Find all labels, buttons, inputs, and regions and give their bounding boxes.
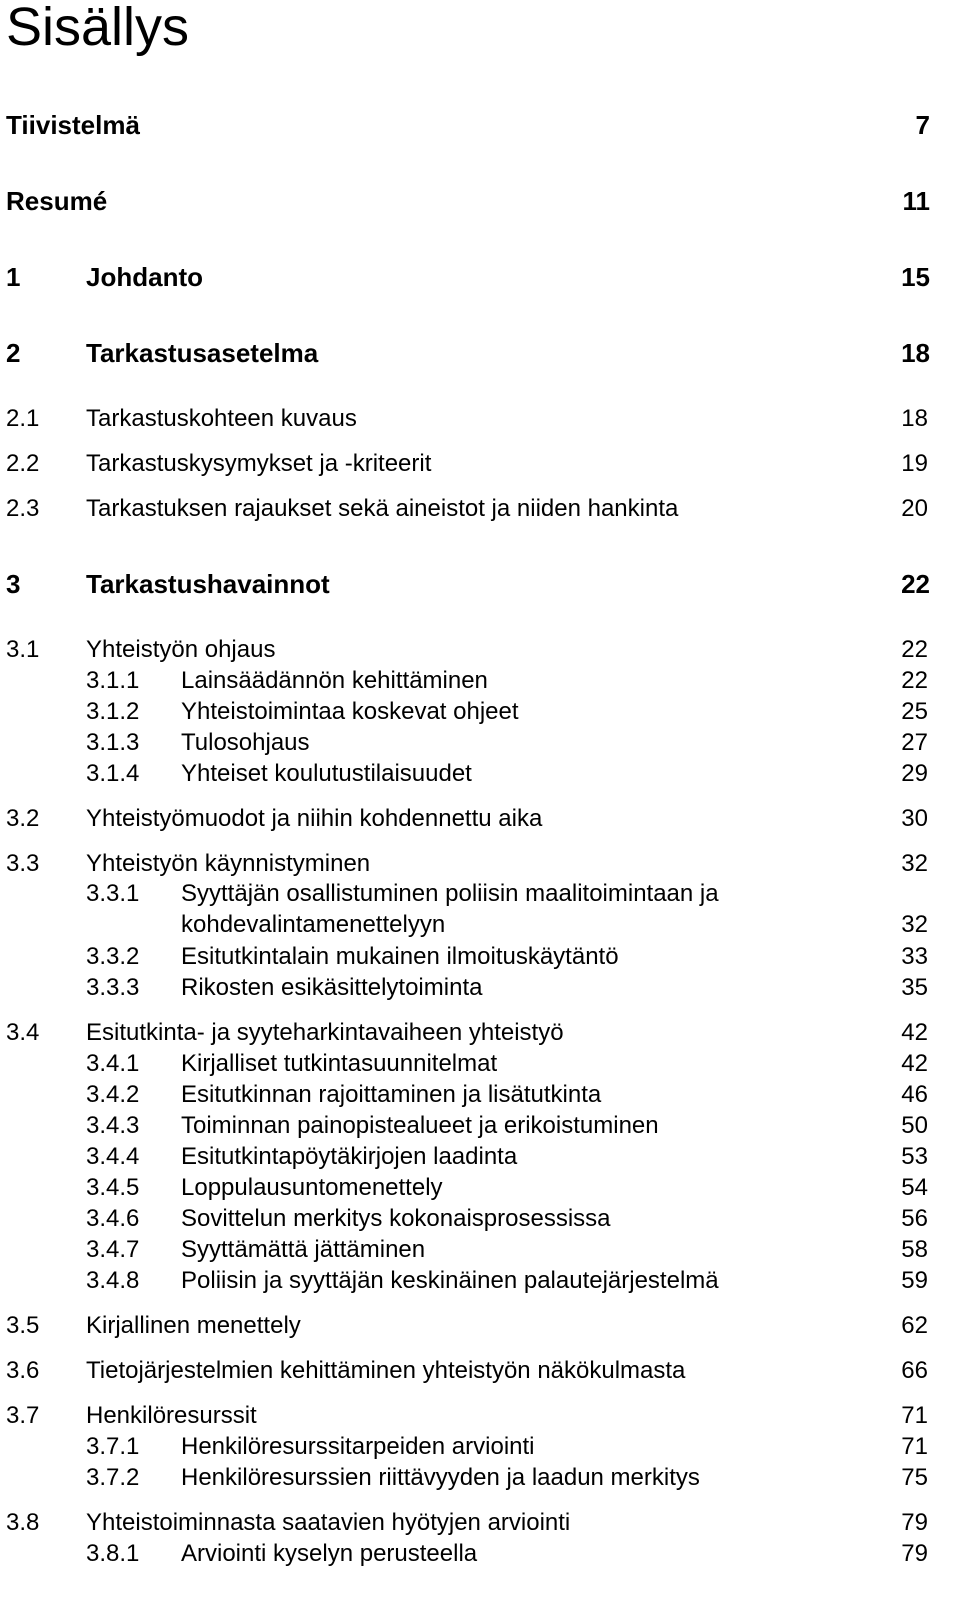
toc-entry-title-line: Esitutkintalain mukainen ilmoituskäytäntö (181, 943, 619, 970)
toc-entry-title (181, 1109, 659, 1143)
toc-entry-title-line: Resumé (6, 186, 108, 216)
page-title: Sisällys (6, 0, 190, 57)
toc-entry-title (181, 1430, 535, 1464)
toc-entry-page: 32 (901, 850, 928, 877)
toc-entry-number: 3.3 (6, 850, 40, 877)
toc-entry-number: 3.1.1 (86, 667, 140, 694)
toc-entry-title-line: Tiivistelmä (6, 110, 140, 140)
toc-entry-number: 3.4.6 (86, 1205, 140, 1232)
toc-entry-title-line: Tietojärjestelmien kehittäminen yhteistyön näkökulmasta (86, 1357, 686, 1384)
toc-entry[interactable] (0, 260, 960, 294)
toc-entry[interactable] (0, 336, 960, 370)
toc-entry-title-line: Tulosohjaus (181, 729, 310, 756)
toc-entry-title (86, 633, 275, 667)
toc-entry-title-line: Yhteistoimintaa koskevat ohjeet (181, 698, 519, 725)
toc-entry-title-line: Syyttämättä jättäminen (181, 1236, 426, 1263)
toc-entry-title (86, 567, 330, 601)
toc-entry-number: 2.3 (6, 495, 40, 522)
toc-entry-title-line: Henkilöresurssit (86, 1402, 257, 1429)
toc-entry-title-line: Henkilöresurssitarpeiden arviointi (181, 1433, 535, 1460)
toc-entry-number: 3.4.8 (86, 1267, 140, 1294)
toc-entry[interactable] (0, 695, 960, 729)
toc-entry-title-line: Yhteistyön käynnistyminen (86, 850, 371, 877)
toc-entry-number: 3.1 (6, 636, 40, 663)
toc-entry-title (181, 1171, 443, 1205)
toc-entry-number: 2.2 (6, 450, 40, 477)
toc-entry-page: 54 (901, 1174, 928, 1201)
toc-entry-number: 3.3.2 (86, 943, 140, 970)
toc-entry-title (86, 447, 431, 481)
toc-entry-page: 18 (901, 405, 928, 432)
toc-entry-number: 3.3.1 (86, 880, 140, 907)
toc-entry[interactable] (0, 1202, 960, 1236)
toc-entry-page: 25 (901, 698, 928, 725)
toc-entry-number: 2 (6, 338, 21, 368)
toc-entry-number: 2.1 (6, 405, 40, 432)
toc-entry[interactable] (0, 847, 960, 881)
toc-entry[interactable] (0, 1233, 960, 1267)
toc-entry[interactable] (0, 1109, 960, 1143)
toc-entry-page: 71 (901, 1433, 928, 1460)
toc-entry[interactable] (0, 1016, 960, 1050)
toc-entry[interactable] (0, 664, 960, 698)
toc-entry-page: 20 (901, 495, 928, 522)
toc-entry[interactable] (0, 1047, 960, 1081)
toc-entry-number: 3.8 (6, 1509, 40, 1536)
toc-entry-title-line: Poliisin ja syyttäjän keskinäinen palautejärjestelmä (181, 1267, 719, 1294)
toc-entry[interactable] (0, 1264, 960, 1298)
toc-entry-page: 35 (901, 974, 928, 1001)
toc-entry-page: 32 (901, 911, 928, 938)
toc-entry-page: 19 (901, 450, 928, 477)
toc-entry-title (181, 1047, 497, 1081)
toc-entry[interactable] (0, 402, 960, 436)
toc-entry-number: 3.1.3 (86, 729, 140, 756)
toc-entry-page: 42 (901, 1019, 928, 1046)
toc-entry-number: 3.1.2 (86, 698, 140, 725)
toc-entry-title (86, 1399, 257, 1433)
toc-entry-title-line: Kirjalliset tutkintasuunnitelmat (181, 1050, 498, 1077)
toc-entry-number: 3.4.2 (86, 1081, 140, 1108)
toc-entry-number: 3.7 (6, 1402, 40, 1429)
toc-entry-title-line: Tarkastuksen rajaukset sekä aineistot ja niiden hankinta (86, 495, 679, 522)
toc-entry-number: 3.4.5 (86, 1174, 140, 1201)
toc-entry-title (86, 336, 318, 370)
toc-entry-title (86, 1506, 570, 1540)
toc-entry-number: 3.1.4 (86, 760, 140, 787)
toc-entry[interactable] (0, 567, 960, 601)
toc-entry-page: 22 (901, 569, 930, 599)
toc-entry-number: 3.4 (6, 1019, 40, 1046)
toc-entry-page: 22 (901, 667, 928, 694)
toc-entry-number: 3.7.2 (86, 1464, 140, 1491)
toc-entry-page: 42 (901, 1050, 928, 1077)
toc-entry-page: 11 (902, 186, 930, 216)
toc-entry-page: 62 (901, 1312, 928, 1339)
toc-entry-title-line: Rikosten esikäsittelytoiminta (181, 974, 483, 1001)
toc-entry-title (181, 664, 488, 698)
toc-entry-page: 71 (901, 1402, 928, 1429)
toc-entry[interactable] (0, 1399, 960, 1433)
toc-entry[interactable] (0, 802, 960, 836)
toc-entry-title-line: Yhteiset koulutustilaisuudet (181, 760, 472, 787)
toc-entry-page: 15 (901, 262, 930, 292)
toc-entry-title (181, 695, 519, 729)
toc-entry-title (86, 492, 678, 526)
toc-entry-title-line: Loppulausuntomenettely (181, 1174, 443, 1201)
toc-entry-title (86, 847, 370, 881)
toc-entry-page: 33 (901, 943, 928, 970)
toc-entry-number: 3.4.4 (86, 1143, 140, 1170)
toc-entry-page: 18 (901, 338, 930, 368)
toc-entry-title (181, 757, 472, 791)
toc-entry-page: 7 (915, 110, 930, 140)
toc-entry-page: 29 (901, 760, 928, 787)
toc-entry[interactable] (0, 971, 960, 1005)
toc-entry-page: 79 (901, 1509, 928, 1536)
toc-entry-title-line: Yhteistyön ohjaus (86, 636, 276, 663)
toc-entry-number: 3.8.1 (86, 1540, 140, 1567)
toc-entry-title (181, 1537, 477, 1571)
toc-entry-number: 3 (6, 569, 21, 599)
toc-entry[interactable] (0, 108, 960, 142)
toc-entry-title (6, 184, 107, 218)
toc-entry-title (181, 971, 482, 1005)
toc-entry-page: 53 (901, 1143, 928, 1170)
toc-entry-title-line: Esitutkinnan rajoittaminen ja lisätutkinta (181, 1081, 602, 1108)
toc-entry-title-line: kohdevalintamenettelyyn (181, 911, 446, 938)
toc-entry-title-line: Sovittelun merkitys kokonaisprosessissa (181, 1205, 611, 1232)
toc-entry-title-line: Tarkastuskysymykset ja -kriteerit (86, 450, 432, 477)
toc-entry-title-line: Tarkastuskohteen kuvaus (86, 405, 357, 432)
toc-entry[interactable] (0, 1537, 960, 1571)
toc-entry[interactable] (0, 184, 960, 218)
toc-entry-title-line: Arviointi kyselyn perusteella (181, 1540, 478, 1567)
toc-entry-number: 3.6 (6, 1357, 40, 1384)
toc-entry[interactable] (0, 878, 960, 944)
toc-entry-title (181, 940, 619, 974)
toc-entry-page: 50 (901, 1112, 928, 1139)
toc-entry-title-line: Tarkastushavainnot (86, 569, 330, 599)
toc-entry-title-line: Toiminnan painopistealueet ja erikoistuminen (181, 1112, 659, 1139)
toc-entry-title-line: Kirjallinen menettely (86, 1312, 301, 1339)
toc-entry[interactable] (0, 1171, 960, 1205)
toc-entry[interactable] (0, 1078, 960, 1112)
toc-entry-number: 3.5 (6, 1312, 40, 1339)
toc-entry-title-line: Lainsäädännön kehittäminen (181, 667, 488, 694)
toc-entry-page: 58 (901, 1236, 928, 1263)
toc-entry-title-line: Yhteistoiminnasta saatavien hyötyjen arviointi (86, 1509, 571, 1536)
toc-entry-title (181, 1140, 517, 1174)
toc-entry-page: 79 (901, 1540, 928, 1567)
toc-entry-page: 30 (901, 805, 928, 832)
toc-entry[interactable] (0, 1461, 960, 1495)
toc-entry-title-line: Esitutkinta- ja syyteharkintavaiheen yhteistyö (86, 1019, 564, 1046)
toc-entry-title (86, 1354, 685, 1388)
toc-entry-number: 3.3.3 (86, 974, 140, 1001)
toc-entry-title-line: Syyttäjän osallistuminen poliisin maalitoimintaan ja (181, 880, 719, 907)
toc-entry[interactable] (0, 726, 960, 760)
toc-entry-page: 59 (901, 1267, 928, 1294)
toc-entry-title (181, 1078, 601, 1112)
toc-entry-title (86, 1309, 301, 1343)
toc-entry-page: 46 (901, 1081, 928, 1108)
toc-entry-title (181, 1461, 700, 1495)
toc-entry-title-line: Tarkastusasetelma (86, 338, 319, 368)
toc-entry-title (181, 1264, 719, 1298)
toc-entry[interactable] (0, 940, 960, 974)
toc-entry-title (181, 878, 719, 940)
toc-entry[interactable] (0, 633, 960, 667)
toc-entry-title (181, 1202, 611, 1236)
toc-entry[interactable] (0, 1140, 960, 1174)
toc-entry-page: 75 (901, 1464, 928, 1491)
toc-entry-title (86, 802, 542, 836)
toc-entry-title (6, 108, 140, 142)
toc-entry-number: 3.4.1 (86, 1050, 140, 1077)
toc-entry-page: 27 (901, 729, 928, 756)
toc-entry[interactable] (0, 1309, 960, 1343)
toc-entry-title (86, 402, 357, 436)
toc-entry-page: 22 (901, 636, 928, 663)
toc-entry-number: 3.2 (6, 805, 40, 832)
toc-entry[interactable] (0, 1430, 960, 1464)
toc-entry-title (86, 260, 203, 294)
toc-entry[interactable] (0, 1354, 960, 1388)
toc-entry[interactable] (0, 757, 960, 791)
toc-entry-title-line: Esitutkintapöytäkirjojen laadinta (181, 1143, 518, 1170)
toc-entry-title (181, 726, 310, 760)
toc-entry-number: 3.4.7 (86, 1236, 140, 1263)
toc-entry[interactable] (0, 1506, 960, 1540)
toc-entry-number: 3.7.1 (86, 1433, 140, 1460)
toc-entry-number: 1 (6, 262, 21, 292)
toc-entry-page: 56 (901, 1205, 928, 1232)
toc-entry-title-line: Johdanto (86, 262, 203, 292)
toc-entry-page: 66 (901, 1357, 928, 1384)
toc-entry-title-line: Yhteistyömuodot ja niihin kohdennettu aika (86, 805, 543, 832)
toc-entry-title (181, 1233, 425, 1267)
toc-entry-title (86, 1016, 564, 1050)
toc-entry[interactable] (0, 447, 960, 481)
toc-entry-number: 3.4.3 (86, 1112, 140, 1139)
toc-entry-title-line: Henkilöresurssien riittävyyden ja laadun merkitys (181, 1464, 700, 1491)
toc-entry[interactable] (0, 492, 960, 526)
